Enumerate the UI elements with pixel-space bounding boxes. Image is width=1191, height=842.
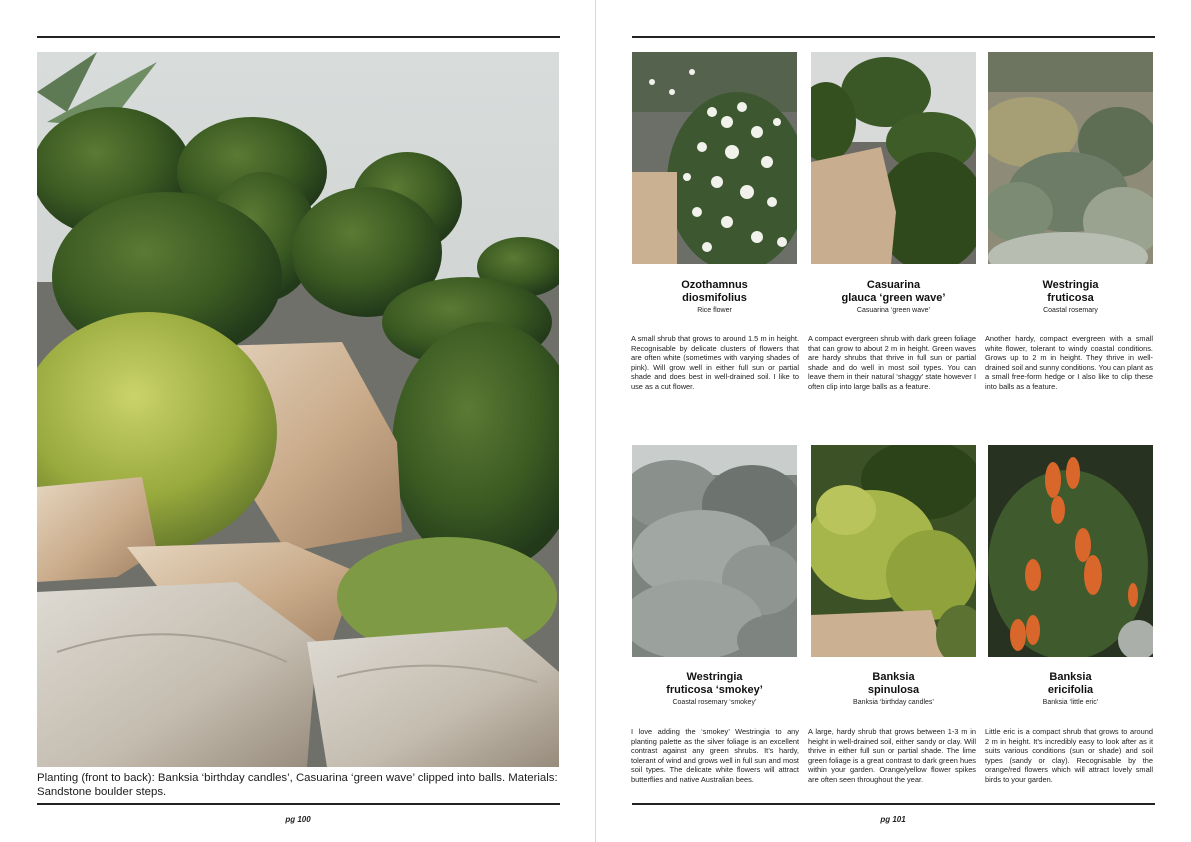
plant-name-5-line1: Banksia (872, 671, 915, 683)
plant-photo-coastal-rosemary (988, 52, 1153, 264)
plant-common-name-3: Coastal rosemary (1043, 307, 1098, 314)
plant-description-4: I love adding the ‘smokey’ Westringia to any planting palette as the silver foliage is an excellent contrast against any green shrubs. It’s hardy, tolerant of wind and grows well in full sun and most soil types. The delicate white flowers will attract butterflies and native Australian bees. (631, 727, 799, 784)
plant-photo-westringia-smokey (632, 445, 797, 657)
plant-description-2: A compact evergreen shrub with dark green foliage that can grow to about 2 m in height. Green waves are hardy shrubs that thrive in full sun or partial shade and do well in most soil types. You can leave them in their natural ‘shaggy’ state however I often clip into large balls as a feature. (808, 334, 976, 391)
plant-common-name-6: Banksia ‘little eric’ (1042, 699, 1099, 706)
plant-description-1: A small shrub that grows to around 1.5 m in height. Recognisable by delicate clusters of flowers that are often white (sometimes with varying shades of pink). Will grow well in either full sun or partial shade and does best in well-drained soil. I like to use as a cut flower. (631, 334, 799, 391)
plant-description-5: A large, hardy shrub that grows between 1-3 m in height in well-drained soil, either sandy or clay. Will thrive in either full sun or partial shade. The lime green foliage is a great contrast to dark green hues within your garden. Orange/yellow flower spikes are often seen throughout the year. (808, 727, 976, 784)
plant-name-1-line1: Ozothamnus (681, 279, 748, 291)
plant-name-2-line2: glauca ‘green wave’ (841, 292, 946, 304)
hero-caption: Planting (front to back): Banksia ‘birthday candles’, Casuarina ‘green wave’ clipped into balls. Materials: Sandstone boulder steps. (37, 772, 558, 798)
left-top-rule (37, 36, 560, 38)
plant-name-6 (988, 671, 1153, 697)
plant-name-5 (811, 671, 976, 697)
plant-name-4-line2: fruticosa ‘smokey’ (666, 684, 763, 696)
page-number-left: pg 100 (285, 815, 311, 824)
plant-name-5-line2: spinulosa (867, 684, 920, 696)
plant-photo-rice-flower (632, 52, 797, 264)
plant-common-name-1: Rice flower (697, 307, 732, 314)
plant-name-1-line2: diosmifolius (682, 292, 747, 304)
left-bottom-rule (37, 803, 560, 805)
plant-name-4-line1: Westringia (686, 671, 743, 683)
right-bottom-rule (632, 803, 1155, 805)
plant-name-3-line2: fruticosa (1047, 292, 1094, 304)
plant-name-3 (988, 279, 1153, 305)
plant-name-1 (632, 279, 797, 305)
plant-name-3-line1: Westringia (1042, 279, 1099, 291)
right-top-rule (632, 36, 1155, 38)
plant-name-2-line1: Casuarina (866, 279, 921, 291)
plant-name-4 (632, 671, 797, 697)
plant-photo-banksia-ericifolia (988, 445, 1153, 657)
plant-common-name-2: Casuarina ‘green wave’ (856, 307, 931, 314)
plant-common-name-4: Coastal rosemary ‘smokey’ (672, 699, 757, 706)
plant-name-6-line1: Banksia (1049, 671, 1092, 683)
page-gutter (595, 0, 596, 842)
plant-photo-casuarina (811, 52, 976, 264)
plant-name-2 (811, 279, 976, 305)
plant-common-name-5: Banksia ‘birthday candles’ (853, 699, 934, 706)
plant-description-3: Another hardy, compact evergreen with a small white flower, tolerant to windy coastal conditions. Grows up to 2 m in height. They thrive in well-drained soil and sunny conditions. You can plant as a small free-form hedge or I also like to clip these into balls as a feature. (985, 334, 1153, 391)
hero-photo-garden (37, 52, 559, 767)
page-number-right: pg 101 (880, 815, 906, 824)
plant-name-6-line2: ericifolia (1047, 684, 1094, 696)
plant-photo-banksia-spinulosa (811, 445, 976, 657)
plant-description-6: Little eric is a compact shrub that grows to around 2 m in height. It’s incredibly easy to look after as it suits various conditions (sun or shade) and soil types (sandy or clay). Recognisable by the orange/red flowers which will attract lovely small birds to your garden. (985, 727, 1153, 784)
